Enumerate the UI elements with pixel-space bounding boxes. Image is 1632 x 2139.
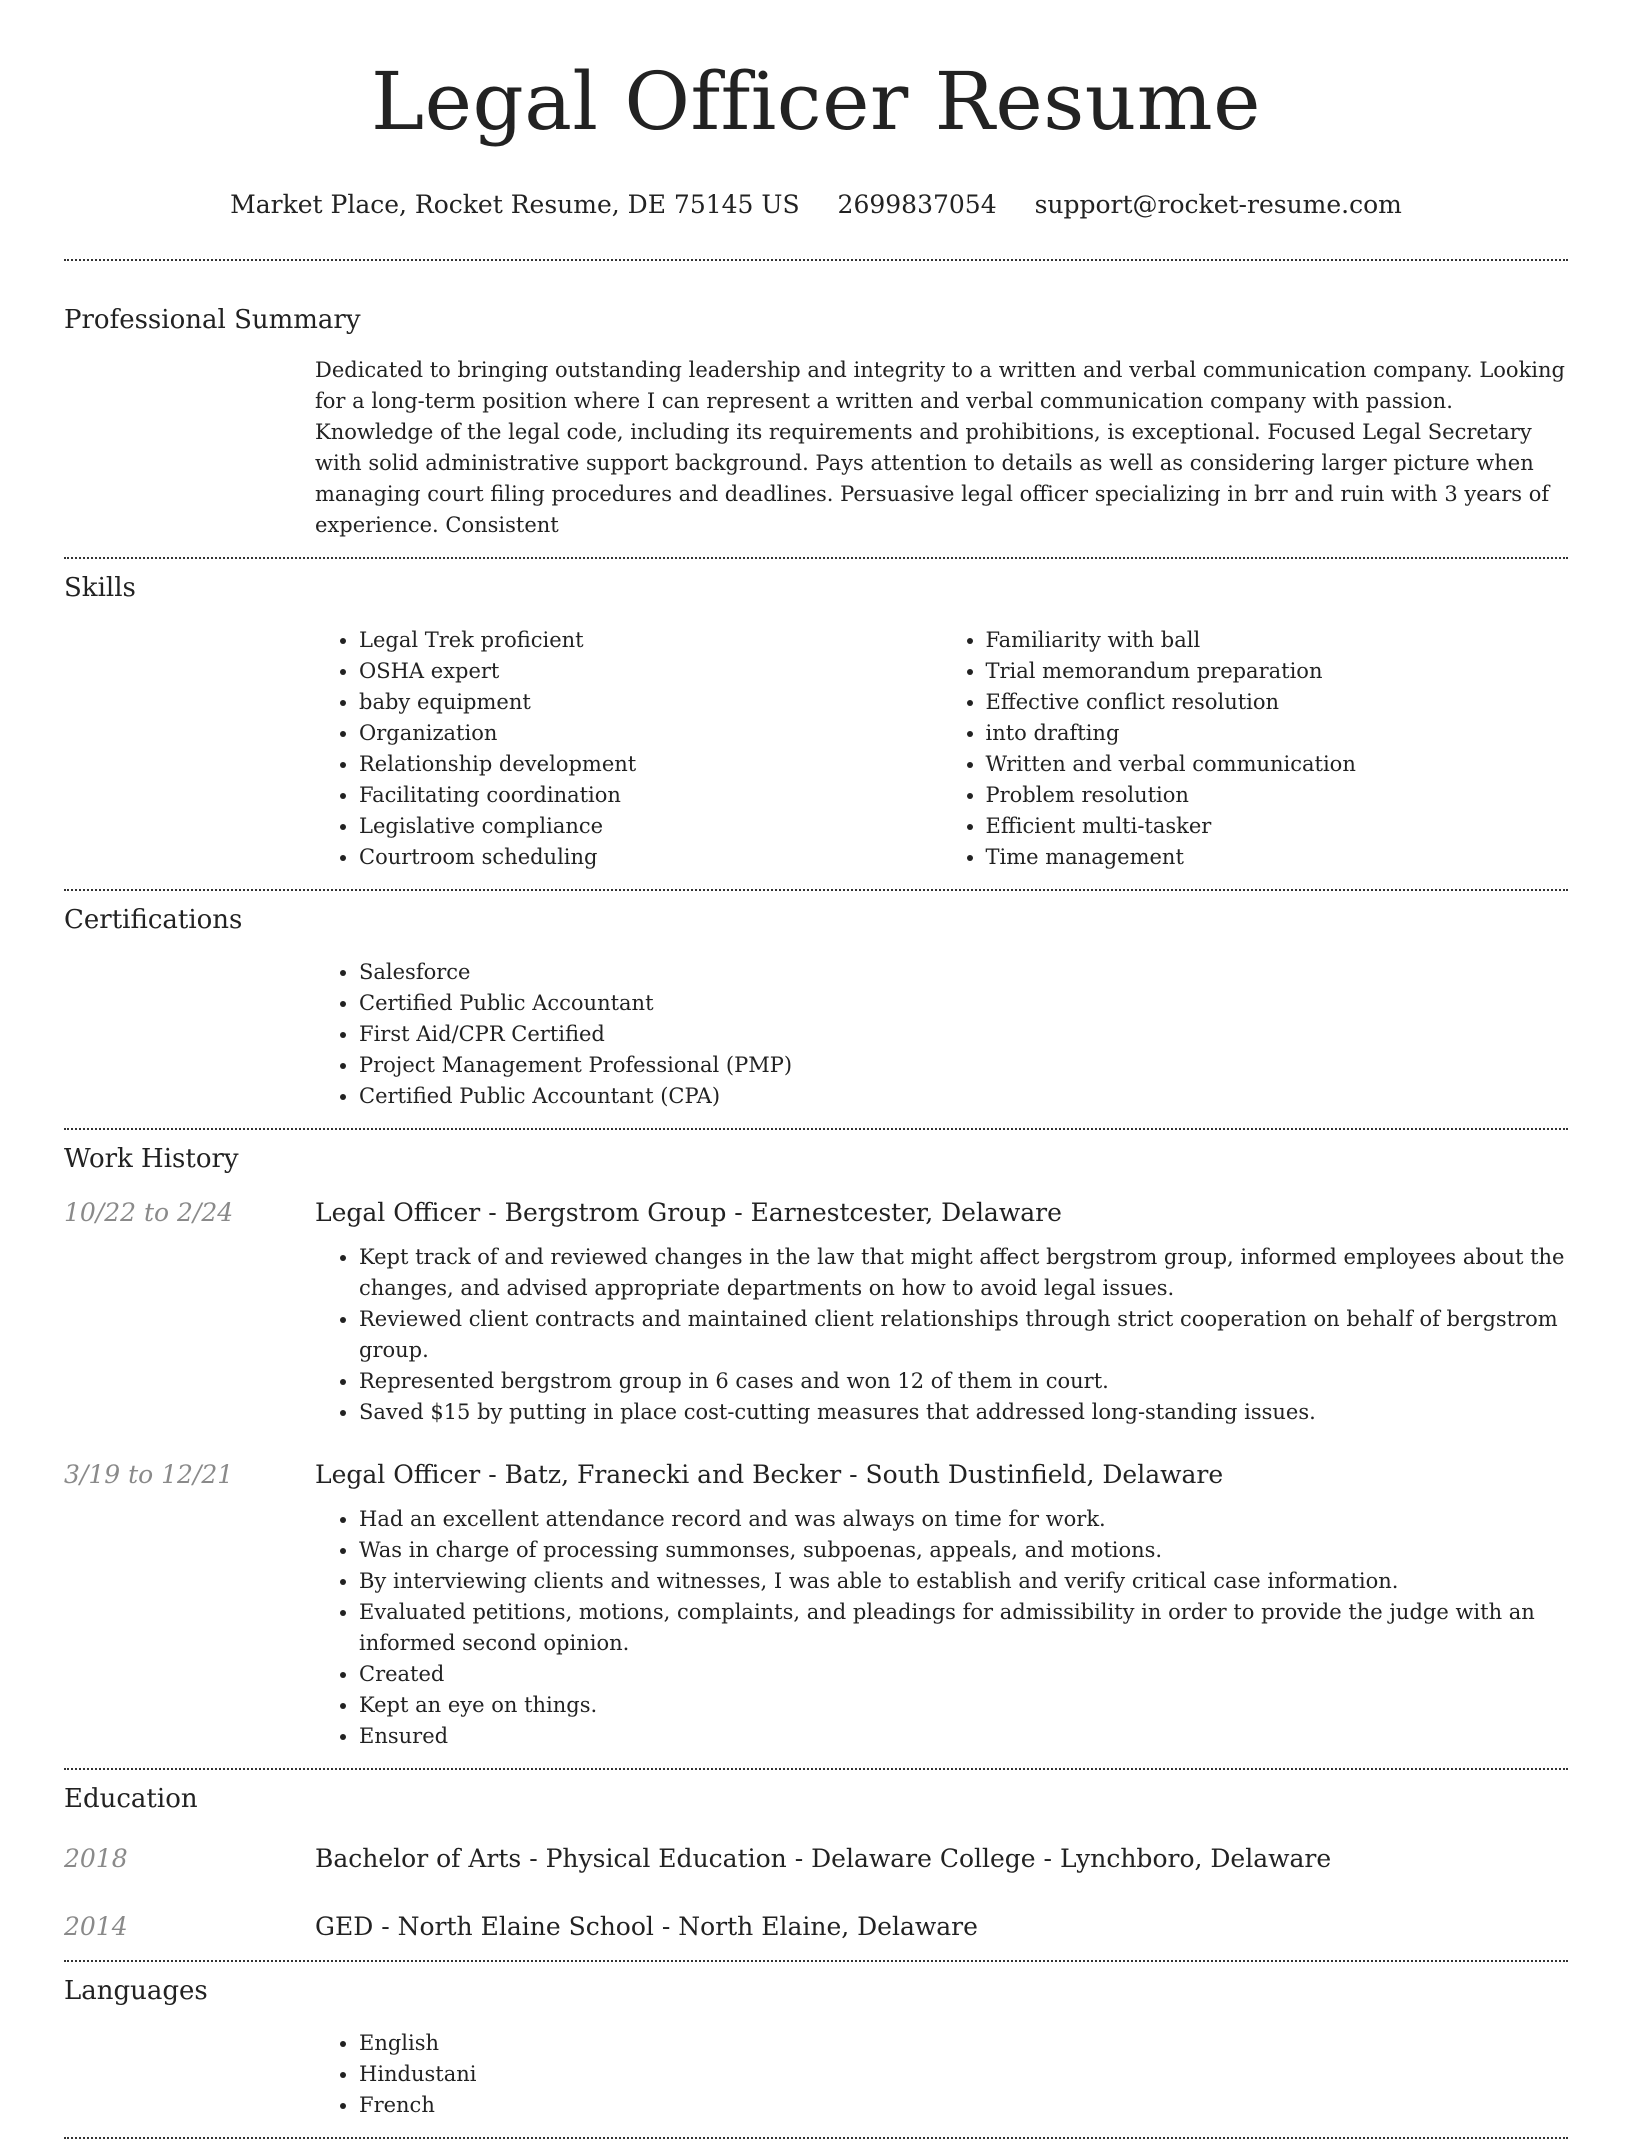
job-details (315, 1504, 1568, 1752)
skill-item: • Written and verbal communication (986, 749, 1569, 780)
skill-item: • Facilitating coordination (359, 780, 942, 811)
job-bullet: • Kept track of and reviewed changes in the law that might affect bergstrom group, informed employees about the changes, and advised appropriate departments on how to avoid legal issues. (359, 1242, 1568, 1304)
contact-phone: 2699837054 (837, 190, 997, 219)
education-year: 2018 (64, 1844, 128, 1873)
language-item: • English (359, 2028, 1568, 2059)
skill-item: • Legislative compliance (359, 811, 942, 842)
languages-content (315, 2028, 1568, 2121)
skill-item: • into drafting (986, 718, 1569, 749)
skill-item: • baby equipment (359, 687, 942, 718)
skill-item: • Relationship development (359, 749, 942, 780)
job-bullet: • Ensured (359, 1721, 1568, 1752)
summary-heading: Professional Summary (64, 305, 361, 335)
skills-columns (315, 625, 1568, 873)
certifications-section (64, 903, 1568, 1112)
job-bullet: • Represented bergstrom group in 6 cases and won 12 of them in court. (359, 1366, 1568, 1397)
summary-section (64, 303, 1568, 541)
certifications-content (315, 957, 1568, 1112)
skill-item: • Efficient multi-tasker (986, 811, 1569, 842)
education-entry (64, 1910, 1568, 1944)
languages-list (315, 2028, 1568, 2121)
section-divider (64, 1128, 1568, 1130)
skill-item: • Legal Trek proficient (359, 625, 942, 656)
job-entry (64, 1458, 1568, 1752)
skills-list-left (315, 625, 942, 873)
education-text: GED - North Elaine School - North Elaine, Delaware (315, 1912, 978, 1941)
page-title: Legal Officer Resume (371, 55, 1261, 148)
skill-item: • Courtroom scheduling (359, 842, 942, 873)
skills-section (64, 571, 1568, 873)
job-bullet: • Created (359, 1659, 1568, 1690)
work-section (64, 1142, 1568, 1752)
job-bullet: • Was in charge of processing summonses, subpoenas, appeals, and motions. (359, 1535, 1568, 1566)
skill-item: • OSHA expert (359, 656, 942, 687)
education-year: 2014 (64, 1912, 128, 1941)
job-bullet: • Kept an eye on things. (359, 1690, 1568, 1721)
job-dates: 3/19 to 12/21 (64, 1460, 234, 1489)
education-entry (64, 1842, 1568, 1876)
contact-line (64, 188, 1568, 222)
job-bullet: • Reviewed client contracts and maintained client relationships through strict cooperation on behalf of bergstrom group. (359, 1304, 1568, 1366)
skills-heading: Skills (64, 573, 136, 603)
certifications-list (315, 957, 1568, 1112)
section-divider (64, 889, 1568, 891)
section-divider (64, 557, 1568, 559)
certification-item: • Project Management Professional (PMP) (359, 1050, 1568, 1081)
job-title: Legal Officer - Bergstrom Group - Earnestcester, Delaware (315, 1198, 1062, 1227)
job-bullets (315, 1504, 1568, 1752)
job-bullet: • Evaluated petitions, motions, complaints, and pleadings for admissibility in order to provide the judge with an informed second opinion. (359, 1597, 1568, 1659)
skill-item: • Familiarity with ball (986, 625, 1569, 656)
languages-section (64, 1974, 1568, 2121)
job-bullet: • By interviewing clients and witnesses, I was able to establish and verify critical case information. (359, 1566, 1568, 1597)
skill-item: • Time management (986, 842, 1569, 873)
language-item: • French (359, 2090, 1568, 2121)
certification-item: • Salesforce (359, 957, 1568, 988)
skill-item: • Problem resolution (986, 780, 1569, 811)
summary-text: Dedicated to bringing outstanding leadership and integrity to a written and verbal communication company. Looking for a long-term position where I can represent a written and verbal communication company with passion. Knowledge of the legal code, including its requirements and prohibitions, is exceptional. Focused Legal Secretary with solid administrative support background. Pays attention to details as well as considering larger picture when managing court filing procedures and deadlines. Persuasive legal officer specializing in brr and ruin with 3 years of experience. Consistent (315, 358, 1565, 537)
skill-item: • Effective conflict resolution (986, 687, 1569, 718)
job-bullet: • Had an excellent attendance record and was always on time for work. (359, 1504, 1568, 1535)
section-divider (64, 1960, 1568, 1962)
job-header (64, 1196, 1568, 1230)
certification-item: • First Aid/CPR Certified (359, 1019, 1568, 1050)
certifications-heading: Certifications (64, 905, 243, 935)
section-divider (64, 1768, 1568, 1770)
education-text: Bachelor of Arts - Physical Education - Delaware College - Lynchboro, Delaware (315, 1844, 1332, 1873)
job-details (315, 1242, 1568, 1428)
education-section (64, 1782, 1568, 1944)
resume-page (64, 0, 1568, 2139)
work-heading: Work History (64, 1144, 239, 1174)
job-bullet: • Saved $15 by putting in place cost-cutting measures that addressed long-standing issues. (359, 1397, 1568, 1428)
job-header (64, 1458, 1568, 1492)
skill-item: • Organization (359, 718, 942, 749)
languages-heading: Languages (64, 1976, 208, 2006)
job-dates: 10/22 to 2/24 (64, 1198, 234, 1227)
job-bullets (315, 1242, 1568, 1428)
job-entry (64, 1196, 1568, 1428)
contact-address: Market Place, Rocket Resume, DE 75145 US (230, 190, 800, 219)
skills-list-right (942, 625, 1569, 873)
certification-item: • Certified Public Accountant (359, 988, 1568, 1019)
section-divider (64, 259, 1568, 261)
certification-item: • Certified Public Accountant (CPA) (359, 1081, 1568, 1112)
job-title: Legal Officer - Batz, Franecki and Becker - South Dustinfield, Delaware (315, 1460, 1224, 1489)
contact-email: support@rocket-resume.com (1034, 190, 1402, 219)
education-heading: Education (64, 1784, 198, 1814)
skill-item: • Trial memorandum preparation (986, 656, 1569, 687)
language-item: • Hindustani (359, 2059, 1568, 2090)
